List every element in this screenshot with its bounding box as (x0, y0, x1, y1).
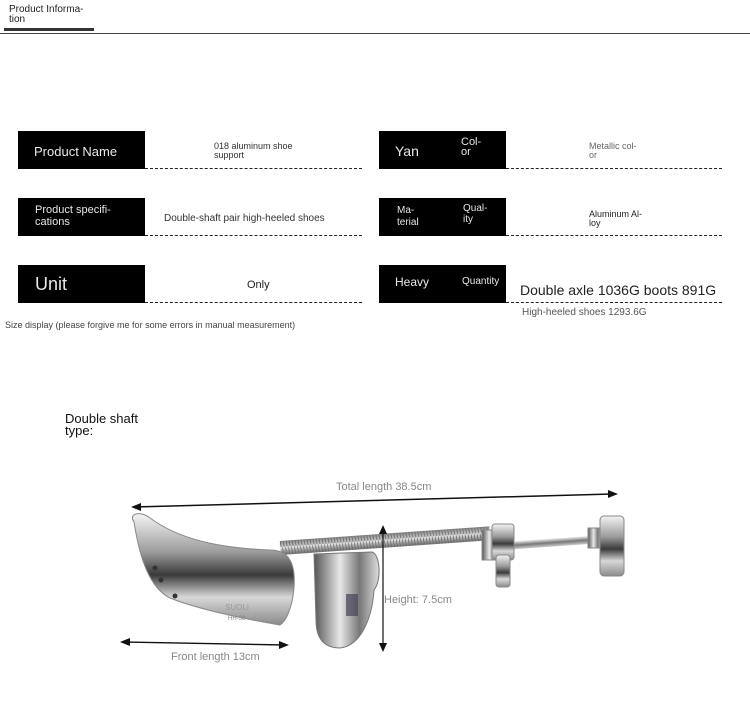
shoe-stretcher-illustration (0, 470, 750, 710)
spec-label-box (379, 198, 506, 236)
spec-row-weight (379, 265, 724, 318)
spec-value-color: Metallic col- or (589, 141, 637, 160)
spec-value-weight: Double axle 1036G boots 891G (520, 282, 717, 298)
section-title-double-shaft: Double shaft type: (65, 411, 138, 438)
adjustment-knob-rear[interactable] (588, 516, 624, 576)
front-length-label: Front length 13cm (171, 651, 260, 663)
spec-label-box (18, 265, 145, 303)
spec-label-box (18, 131, 145, 169)
spec-label-material-a: Ma- terial (397, 205, 419, 228)
spec-dashed-rule (506, 302, 722, 303)
spec-label-material-b: Qual- ity (463, 203, 488, 225)
spec-dashed-rule (145, 168, 362, 169)
total-length-label: Total length 38.5cm (336, 481, 432, 493)
total-length-arrow (131, 490, 618, 511)
spec-label-product-name: Product Name (34, 144, 118, 159)
spec-value-unit: Only (247, 279, 270, 291)
engraving-brand: SUOLI (225, 603, 250, 612)
shoe-stretcher-diagram (0, 470, 750, 710)
spec-label-unit: Unit (35, 274, 68, 294)
spec-value-product-name: 018 aluminum shoe support (214, 141, 293, 160)
spec-label-box (379, 131, 506, 169)
spec-row-specifications (18, 198, 363, 236)
spec-row-material (379, 198, 724, 236)
spec-row-color (379, 131, 724, 169)
spec-value-specifications: Double-shaft pair high-heeled shoes (164, 213, 325, 224)
spec-value-weight-secondary: High-heeled shoes 1293.6G (522, 307, 647, 318)
spec-dashed-rule (145, 302, 362, 303)
spec-row-unit (18, 265, 363, 303)
spec-label-box (379, 265, 506, 303)
height-label: Height: 7.5cm (384, 594, 452, 606)
spec-label-weight-a: Heavy (395, 275, 430, 289)
size-display-note: Size display (please forgive me for some errors in manual measurement) (5, 320, 296, 330)
spec-label-color-a: Yan (395, 143, 419, 159)
spec-label-box (18, 198, 145, 236)
engraving-model: HH-38 (228, 616, 246, 622)
spec-label-weight-b: Quantity (462, 276, 500, 287)
front-length-arrow (120, 638, 289, 649)
product-info-tab-bar (0, 0, 750, 36)
spec-label-color-b: Col- or (461, 136, 482, 158)
spec-row-product-name (18, 131, 363, 169)
tab-product-information[interactable]: Product Informa- tion (9, 4, 84, 25)
spec-dashed-rule (506, 235, 722, 236)
header-divider (0, 33, 750, 34)
adjustment-knob-front[interactable] (482, 524, 514, 587)
spec-dashed-rule (506, 168, 722, 169)
spec-value-material: Aluminum Al- loy (589, 209, 643, 228)
active-tab-indicator (4, 28, 94, 31)
spec-dashed-rule (145, 235, 362, 236)
spec-label-specifications: Product specifi- cations (35, 204, 111, 228)
